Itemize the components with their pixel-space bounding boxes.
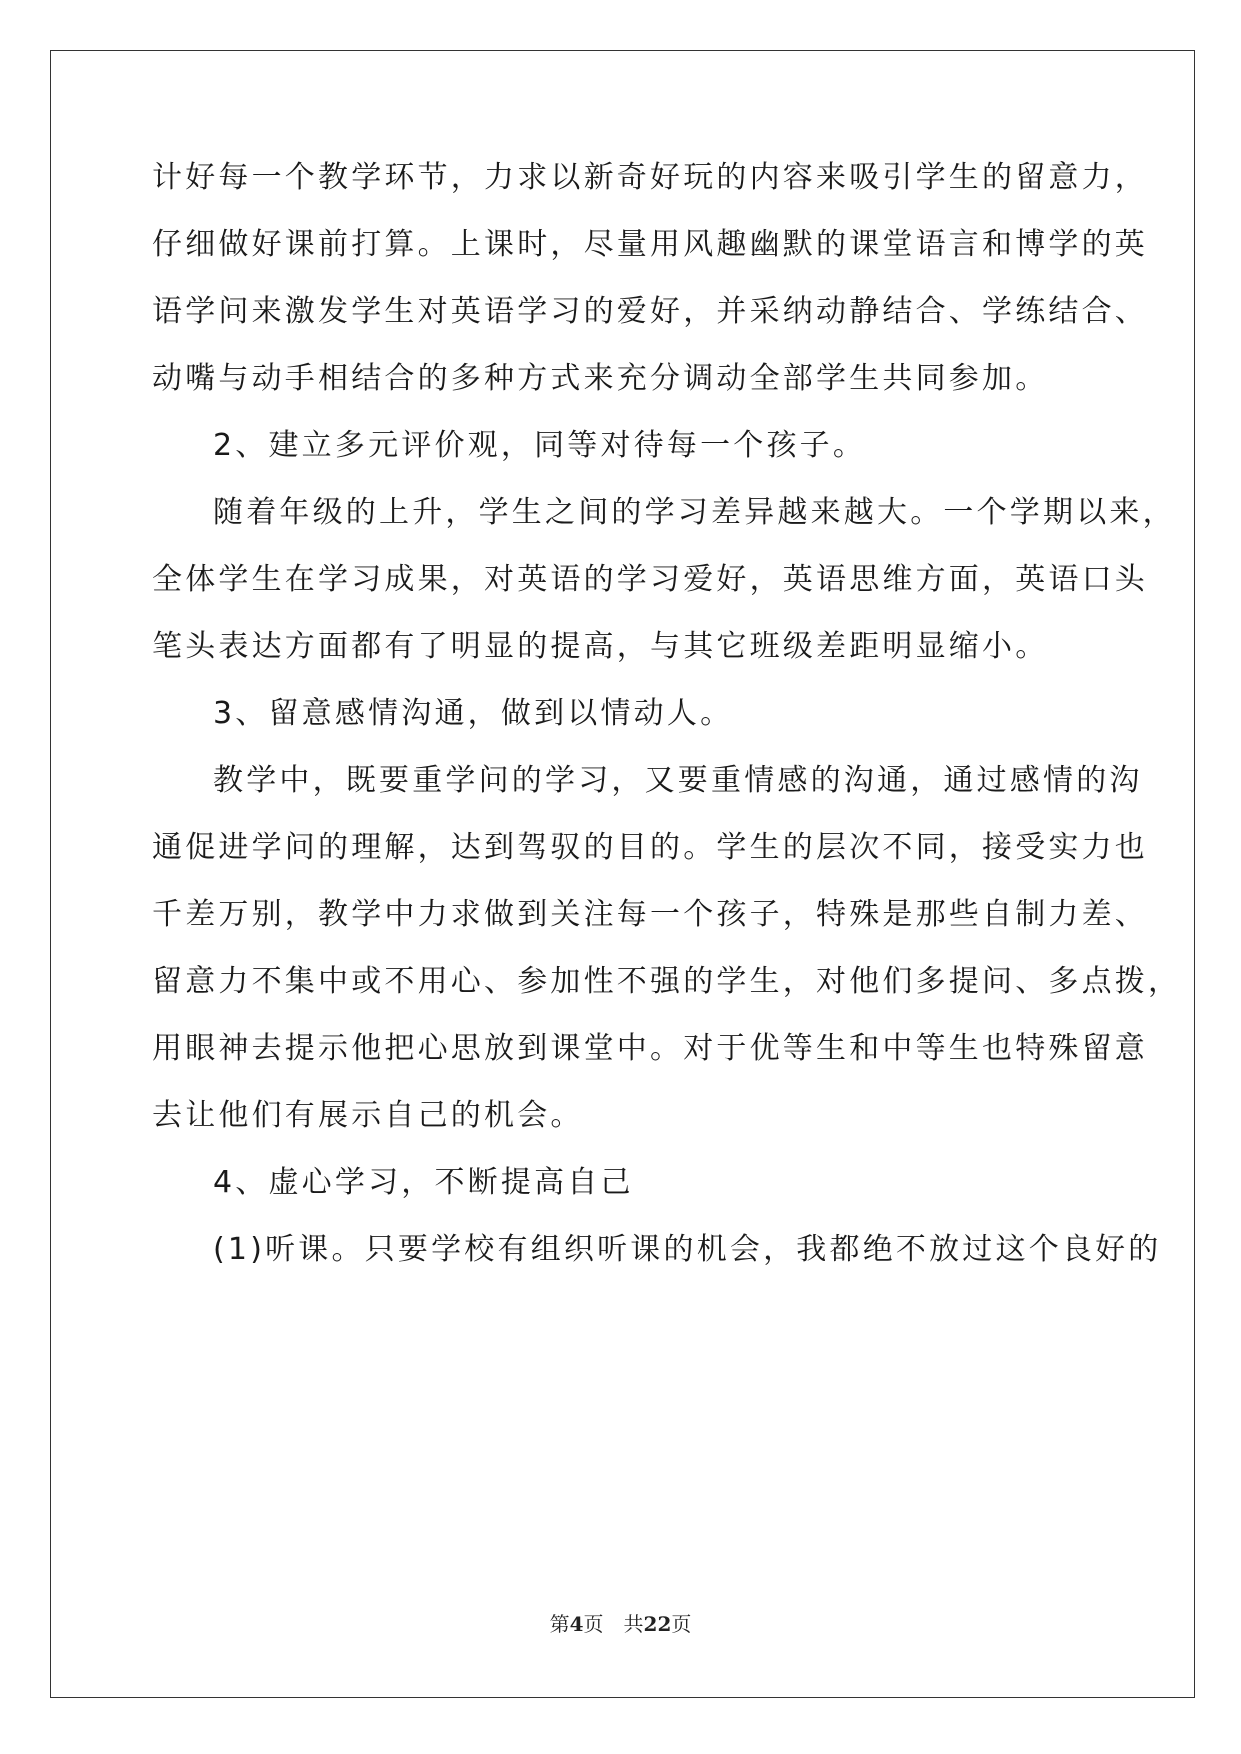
body-line-14: 用眼神去提示他把心思放到课堂中。对于优等生和中等生也特殊留意: [152, 1031, 1148, 1066]
body-line-13: 留意力不集中或不用心、参加性不强的学生，对他们多提问、多点拨，: [152, 964, 1182, 999]
body-line-1: 计好每一个教学环节，力求以新奇好玩的内容来吸引学生的留意力，: [152, 160, 1148, 195]
page-suffix: 页: [583, 1612, 604, 1636]
section-heading-3: 3、留意感情沟通，做到以情动人。: [213, 696, 734, 731]
page-prefix: 第: [549, 1612, 570, 1636]
total-prefix: 共: [623, 1612, 644, 1636]
body-line-10: 教学中，既要重学问的学习，又要重情感的沟通，通过感情的沟: [213, 763, 1143, 798]
total-suffix: 页: [671, 1612, 692, 1636]
body-line-2: 仔细做好课前打算。上课时，尽量用风趣幽默的课堂语言和博学的英: [152, 227, 1148, 262]
section-heading-2: 2、建立多元评价观，同等对待每一个孩子。: [213, 428, 867, 463]
body-line-8: 笔头表达方面都有了明显的提高，与其它班级差距明显缩小。: [152, 629, 1049, 664]
body-line-11: 通促进学问的理解，达到驾驭的目的。学生的层次不同，接受实力也: [152, 830, 1148, 865]
body-line-12: 千差万别，教学中力求做到关注每一个孩子，特殊是那些自制力差、: [152, 897, 1148, 932]
body-line-15: 去让他们有展示自己的机会。: [152, 1098, 584, 1133]
body-line-17: (1)听课。只要学校有组织听课的机会，我都绝不放过这个良好的: [213, 1232, 1162, 1267]
body-line-3: 语学问来激发学生对英语学习的爱好，并采纳动静结合、学练结合、: [152, 294, 1148, 329]
total-pages: 22: [643, 1612, 672, 1636]
section-heading-4: 4、虚心学习，不断提高自己: [213, 1165, 634, 1200]
body-line-7: 全体学生在学习成果，对英语的学习爱好，英语思维方面，英语口头: [152, 562, 1148, 597]
page-footer: [0, 1612, 1241, 1636]
body-line-6: 随着年级的上升，学生之间的学习差异越来越大。一个学期以来，: [213, 495, 1176, 530]
body-line-4: 动嘴与动手相结合的多种方式来充分调动全部学生共同参加。: [152, 361, 1049, 396]
page-number: 4: [569, 1612, 584, 1636]
